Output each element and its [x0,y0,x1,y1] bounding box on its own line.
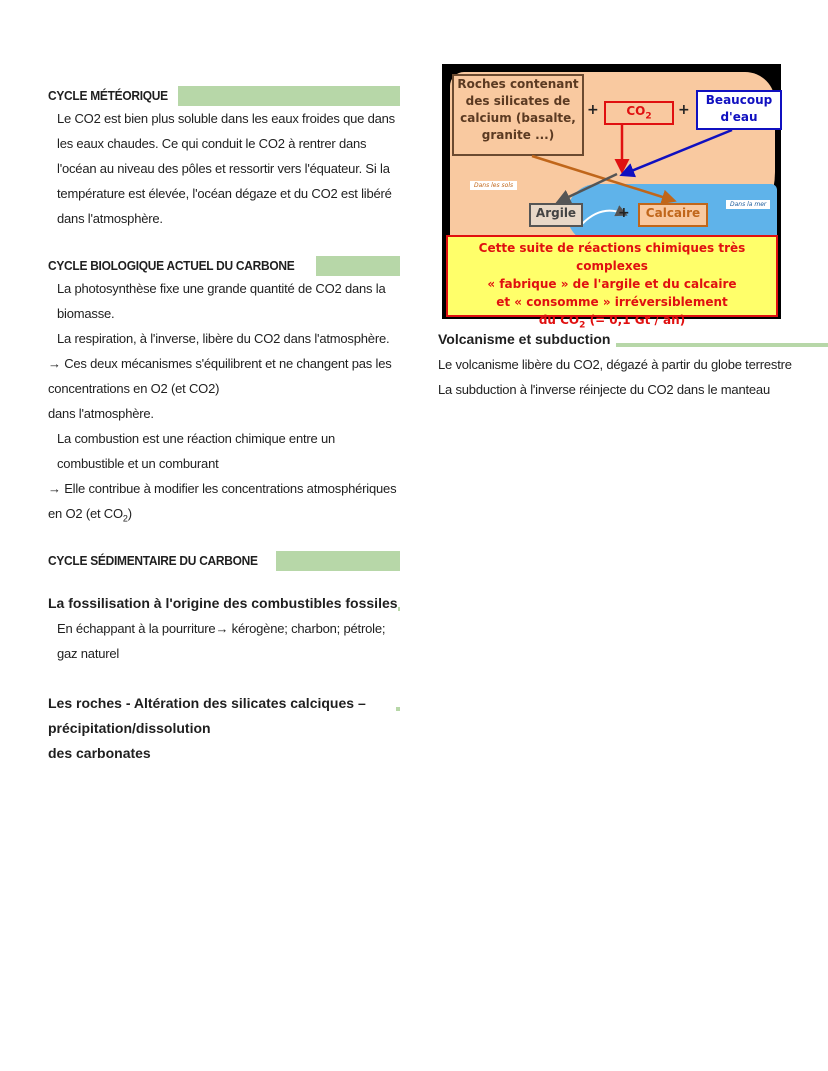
subsection-title: La fossilisation à l'origine des combustibles fossiles [48,595,398,611]
meteorique-text: Le CO2 est bien plus soluble dans les eaux froides que dans les eaux chaudes. Ce qui conduit le CO2 à rentrer dans l'océan au niveau des pôles et ressortir vers l'équateur. Si la température est élevée, l'océan dégaze et du CO2 est libéré dans l'atmosphère. [57,111,395,226]
title-highlight-bar [616,343,828,347]
plus-sign: + [678,102,690,118]
bio-paragraph: dans l'atmosphère. [48,406,154,421]
volcanisme-line: Le volcanisme libère du CO2, dégazé à partir du globe terrestre [438,357,792,372]
carbonate-diagram [442,64,781,331]
fossil-header [48,591,400,616]
bio-paragraph: La combustion est une réaction chimique entre un combustible et un comburant [57,431,336,471]
subsection-title: Les roches - Altération des silicates calciques – [48,695,366,711]
title-highlight-bar [316,256,400,276]
volcanisme-line: La subduction à l'inverse réinjecte du CO2 dans le manteau [438,382,770,397]
plus-sign: + [618,205,630,221]
rocks-header [48,691,400,716]
soil-tag: Dans les sols [470,181,517,190]
summary-box: Cette suite de réactions chimiques très complexes « fabrique » de l'argile et du calcaire et « consomme » irréversiblement du $CO_2$ (= 0,1 Gt / an) [446,235,778,317]
title-highlight-bar [398,607,400,611]
rock-box: Roches contenant des silicates de calcium (basalte, granite ...) [452,74,584,156]
subsection-title: des carbonates [48,745,151,761]
subsection-title: précipitation/dissolution [48,720,211,736]
reaction-arrows [442,64,781,244]
section-title: CYCLE BIOLOGIQUE ACTUEL DU CARBONE [48,258,295,273]
plus-sign: + [587,102,599,118]
volcanisme-header [438,327,828,352]
title-highlight-bar [178,86,400,106]
section-meteorique-header [48,86,400,106]
bio-paragraph: La respiration, à l'inverse, libère du CO2 dans l'atmosphère. [57,331,390,346]
section-title: CYCLE MÉTÉORIQUE [48,88,168,103]
sea-tag: Dans la mer [726,200,770,209]
water-box: Beaucoup d'eau [696,90,782,130]
bio-paragraph: → Ces deux mécanismes s'équilibrent et ne changent pas les concentrations en O2 (et CO2) [48,356,392,396]
left-column [48,86,400,766]
fossil-text: En échappant à la pourriture→ kérogène; charbon; pétrole; gaz naturel [57,621,386,661]
section-title: CYCLE SÉDIMENTAIRE DU CARBONE [48,553,258,568]
argile-box: Argile [529,203,583,227]
right-column [438,64,828,402]
calcaire-box: Calcaire [638,203,708,227]
subsection-title: Volcanisme et subduction [438,331,611,347]
section-biologique-header [48,256,400,276]
bio-paragraph: → Elle contribue à modifier les concentrations atmosphériques en O2 (et $CO_2$) [48,481,397,524]
bio-paragraph: La photosynthèse fixe une grande quantité de CO2 dans la biomasse. [57,281,386,321]
title-highlight-bar [396,707,400,711]
title-highlight-bar [276,551,400,571]
co2-box: $CO_2$ [604,101,674,125]
section-sedimentaire-header [48,551,400,571]
